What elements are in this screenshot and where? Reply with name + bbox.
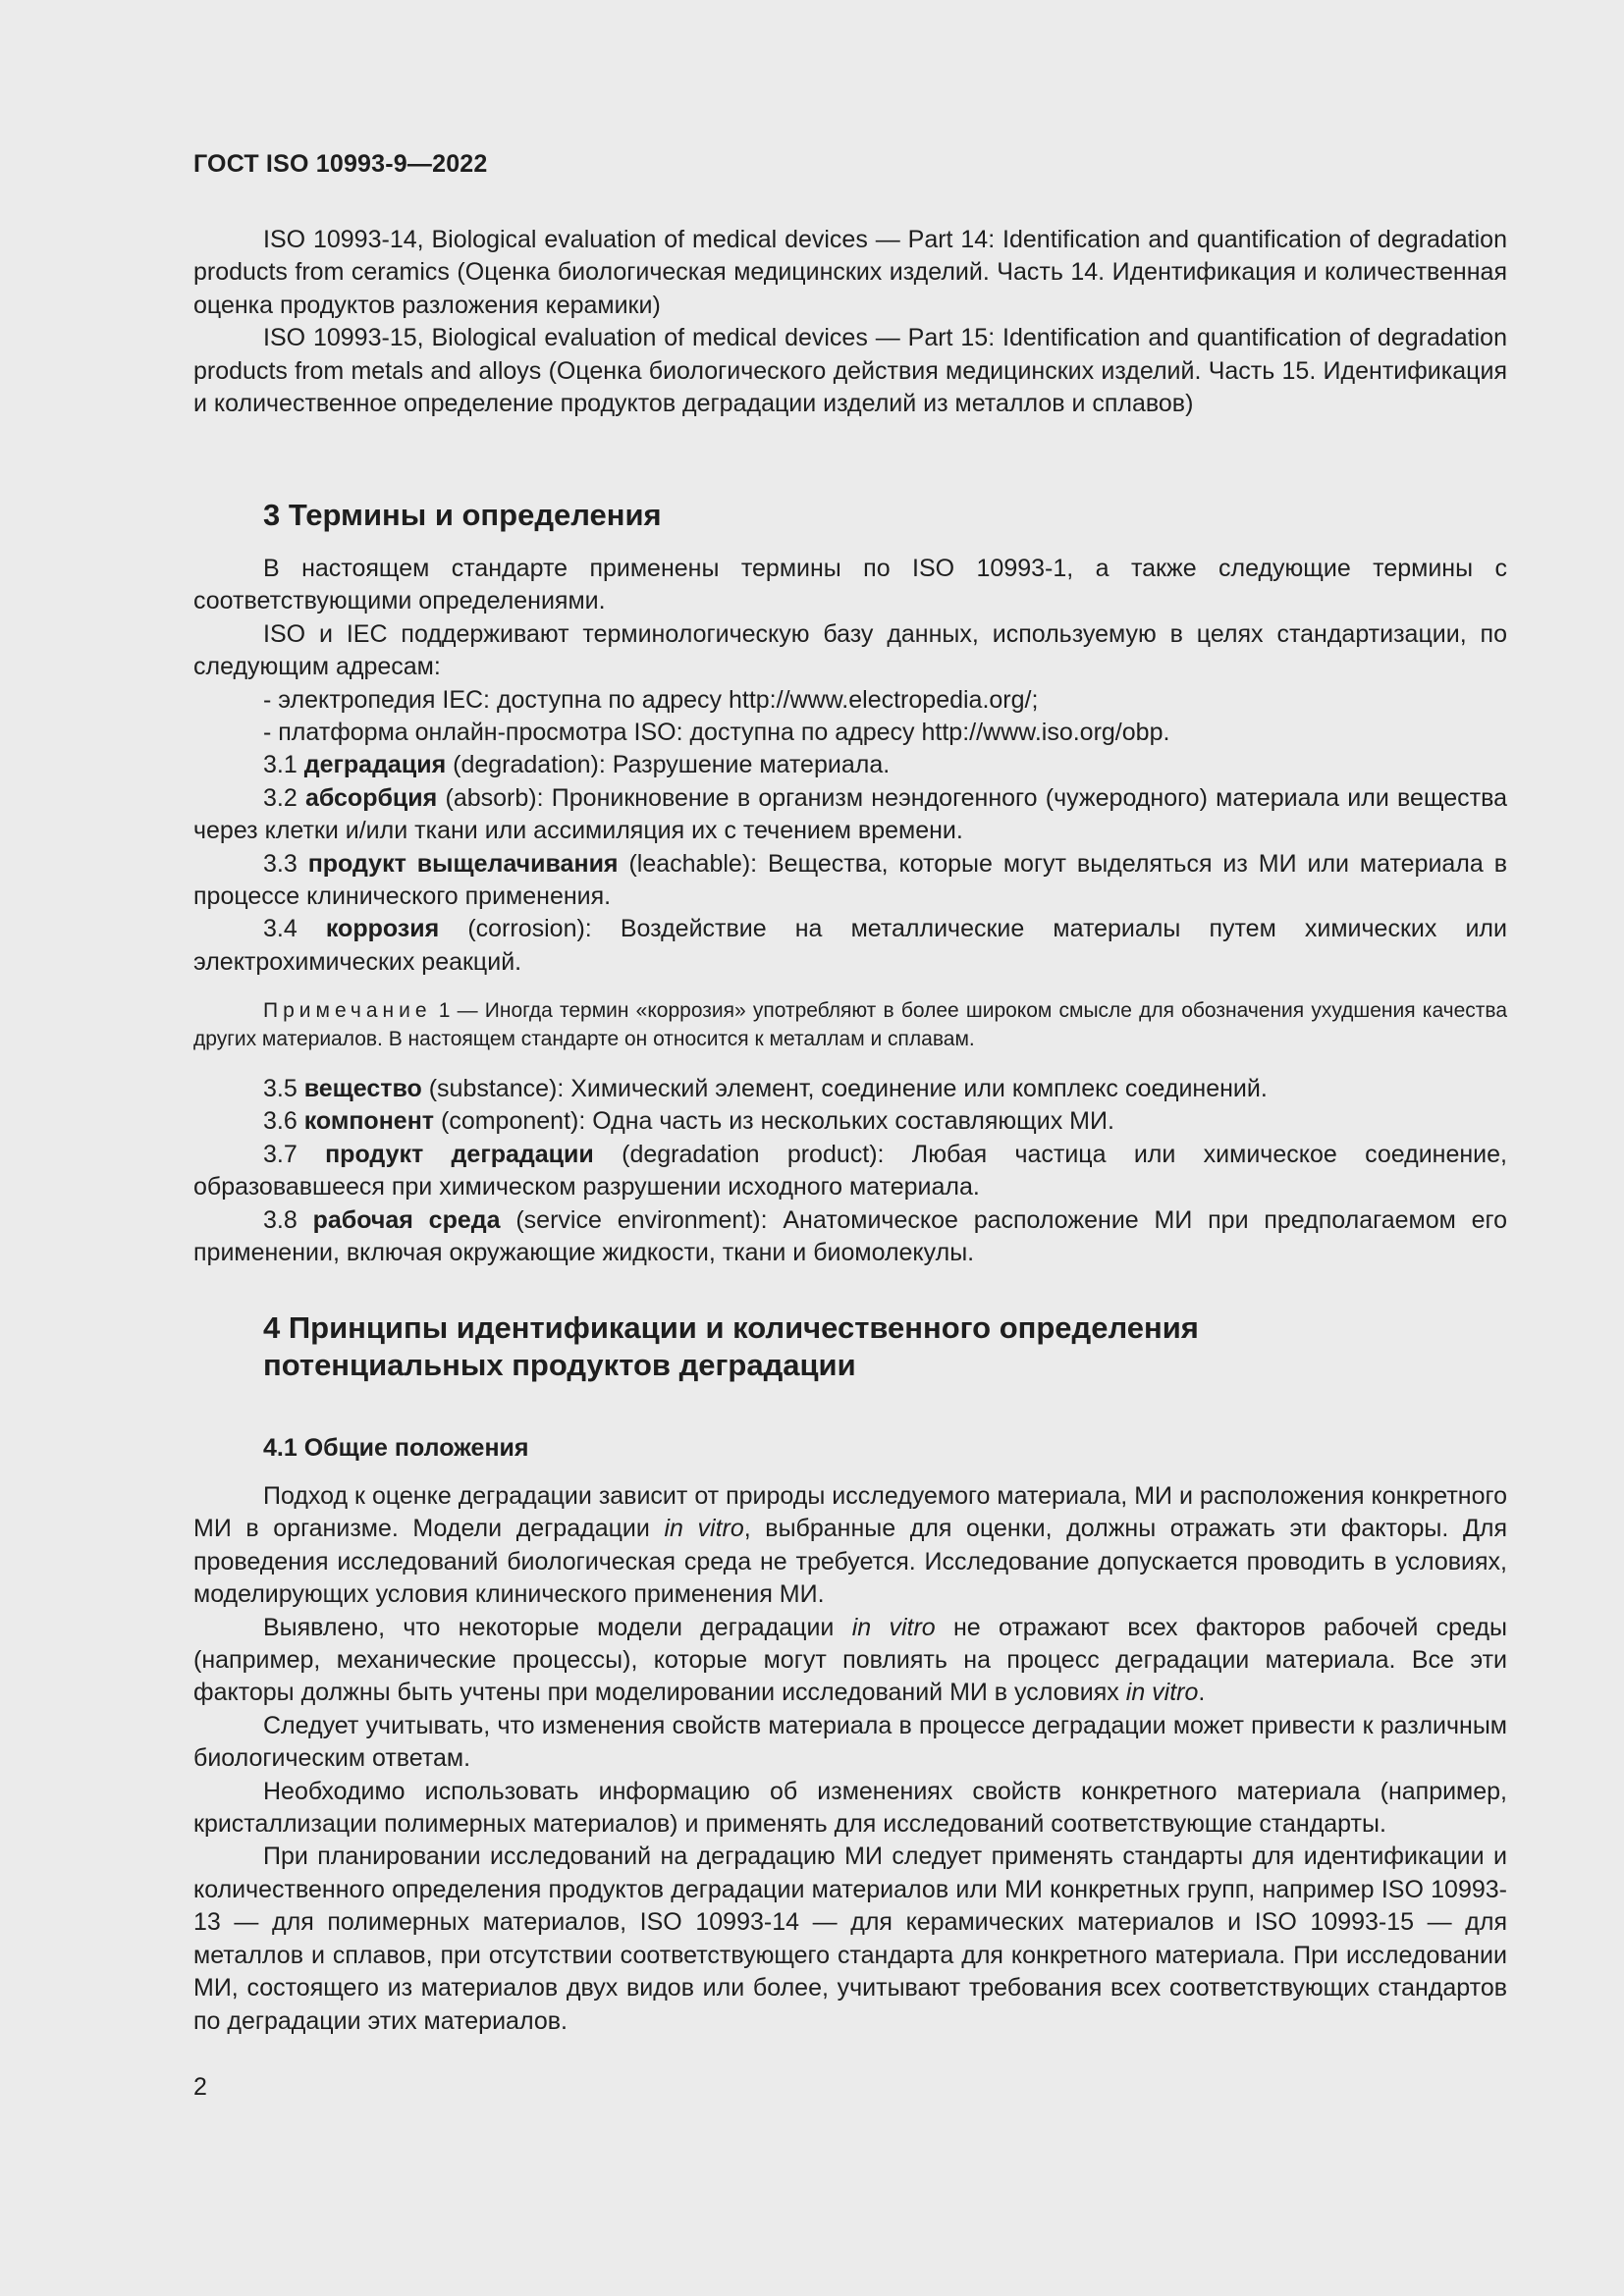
term-name: компонент — [303, 1107, 435, 1136]
page-number: 2 — [193, 2073, 207, 2101]
term-name: деградация — [303, 751, 447, 779]
reference-item: ISO 10993-15, Biological evaluation of medical devices — Part 15: Identification and quantification of degradation products from metals and alloys (Оценка биологического действия медицинских изделий. Часть 15. Идентификация и количественное определение продуктов деградации изделий из металлов и сплавов) — [193, 324, 1507, 418]
references-block — [193, 224, 1507, 420]
paragraph: Необходимо использовать информацию об изменениях свойств конкретного материала (например, кристаллизации полимерных материалов) и применять для исследований соответствующие стандарты. — [193, 1777, 1507, 1839]
term-definition: 3.4 коррозия (corrosion): Воздействие на металлические материалы путем химических или электрохимических реакций. — [193, 915, 1507, 976]
subsection-4-1 — [193, 1432, 1507, 1465]
reference-item: ISO 10993-14, Biological evaluation of medical devices — Part 14: Identification and quantification of degradation products from ceramics (Оценка биологическая медицинских изделий. Часть 14. Идентификация и количественная оценка продуктов разложения керамики) — [193, 226, 1507, 319]
term-name: вещество — [303, 1075, 422, 1102]
term-name: продукт деградации — [325, 1140, 594, 1168]
term-definition: 3.3 продукт выщелачивания (leachable): Вещества, которые могут выделяться из МИ или материала в процессе клинического применения. — [193, 849, 1508, 911]
term-name: продукт выщелачивания — [307, 849, 619, 878]
section-4-body — [193, 1480, 1507, 2038]
section-heading: 3 Термины и определения — [263, 498, 662, 532]
term-definition: 3.7 продукт деградации (degradation product): Любая частица или химическое соединение, образовавшееся при химическом разрушении исходного материала. — [193, 1140, 1507, 1201]
paragraph: При планировании исследований на деградацию МИ следует применять стандарты для идентификации и количественного определения продуктов деградации материалов или МИ конкретных групп, например ISO 10993-13 — для полимерных материалов, ISO 10993-14 — для керамических материалов и ISO 10993-15 — для металлов и сплавов, при отсутствии соответствующего стандарта для конкретного материала. При исследовании МИ, состоящего из материалов двух видов или более, учитывают требования всех соответствующих стандартов по деградации этих материалов. — [193, 1842, 1507, 2035]
term-definition: 3.5 вещество (substance): Химический элемент, соединение или комплекс соединений. — [263, 1075, 1268, 1102]
section-3-terms-continued — [193, 1073, 1507, 1269]
document-header: ГОСТ ISO 10993-9—2022 — [193, 150, 488, 178]
list-item: - платформа онлайн-просмотра ISO: доступна по адресу http://www.iso.org/obp. — [263, 719, 1170, 747]
paragraph: Выявлено, что некоторые модели деградации in vitro не отражают всех факторов рабочей среды (например, механические процессы), которые могут повлиять на процесс деградации материала. Все эти факторы должны быть учтены при моделировании исследований МИ в условиях in vitro. — [193, 1613, 1507, 1707]
term-name: абсорбция — [305, 783, 438, 812]
term-definition: 3.6 компонент (component): Одна часть из нескольких составляющих МИ. — [263, 1107, 1114, 1136]
paragraph: В настоящем стандарте применены термины по ISO 10993-1, а также следующие термины с соответствующими определениями. — [193, 555, 1507, 615]
note-label: Примечание — [263, 999, 432, 1022]
list-item: - электропедия IEC: доступна по адресу http://www.electropedia.org/; — [263, 685, 1039, 714]
term-definition: 3.1 деградация (degradation): Разрушение материала. — [263, 751, 891, 779]
subsection-heading: 4.1 Общие положения — [263, 1434, 529, 1462]
section-4-heading — [193, 1309, 1507, 1384]
term-definition: 3.2 абсорбция (absorb): Проникновение в организм неэндогенного (чужеродного) материала или вещества через клетки и/или ткани или ассимиляция их с течением времени. — [193, 783, 1507, 845]
paragraph: Подход к оценке деградации зависит от природы исследуемого материала, МИ и расположения конкретного МИ в организме. Модели деградации in vitro, выбранные для оценки, должны отражать эти факторы. Для проведения исследований биологическая среда не требуется. Исследование допускается проводить в условиях, моделирующих условия клинического применения МИ. — [193, 1482, 1508, 1609]
note: Примечание 1 — Иногда термин «коррозия» употребляют в более широком смысле для обозначения ухудшения качества других материалов. В настоящем стандарте он относится к металлам и сплавам. — [193, 999, 1507, 1050]
term-name: коррозия — [325, 915, 440, 943]
paragraph: ISO и IEC поддерживают терминологическую базу данных, используемую в целях стандартизации, по следующим адресам: — [193, 619, 1507, 681]
section-3 — [193, 497, 1507, 534]
note-block — [193, 996, 1507, 1053]
paragraph: Следует учитывать, что изменения свойств материала в процессе деградации может привести к различным биологическим ответам. — [193, 1711, 1507, 1773]
section-heading: 4 Принципы идентификации и количественного определения потенциальных продуктов деградации — [263, 1310, 1199, 1382]
term-name: рабочая среда — [312, 1205, 501, 1234]
section-3-body — [193, 553, 1507, 979]
term-definition: 3.8 рабочая среда (service environment): Анатомическое расположение МИ при предполагаемом его применении, включая окружающие жидкости, ткани и биомолекулы. — [193, 1205, 1507, 1267]
